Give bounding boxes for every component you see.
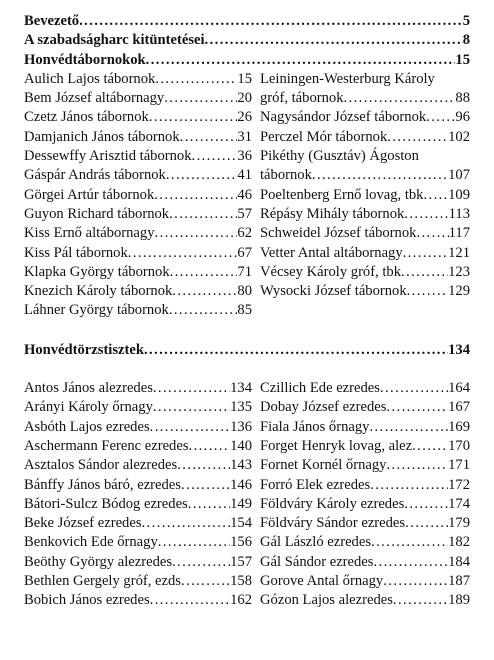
leader-dots xyxy=(405,514,448,533)
toc-entry[interactable] xyxy=(24,456,252,475)
toc-entry[interactable] xyxy=(24,572,252,591)
staff-columns xyxy=(24,379,470,611)
toc-entry[interactable] xyxy=(260,108,470,127)
leader-dots xyxy=(128,244,238,263)
leader-dots xyxy=(344,89,456,108)
toc-entry[interactable] xyxy=(24,108,252,127)
toc-entry-page: 149 xyxy=(230,495,252,512)
toc-entry-page: 15 xyxy=(237,70,252,87)
leader-dots xyxy=(79,12,463,31)
toc-entry-label: Görgei Artúr tábornok xyxy=(24,186,155,203)
toc-entry-page: 31 xyxy=(237,128,252,145)
toc-entry-page: 172 xyxy=(448,476,470,493)
toc-entry-page: 154 xyxy=(230,515,252,532)
leader-dots xyxy=(164,89,237,108)
staff-left-column xyxy=(24,379,252,611)
toc-entry[interactable] xyxy=(260,591,470,610)
toc-entry-label: Kiss Pál tábornok xyxy=(24,244,128,261)
toc-entry-page: 189 xyxy=(448,592,470,609)
toc-entry[interactable] xyxy=(260,379,470,398)
toc-entry[interactable] xyxy=(24,282,252,301)
leader-dots xyxy=(150,418,230,437)
toc-entry-page: 36 xyxy=(237,148,252,165)
toc-entry-page: 26 xyxy=(237,109,252,126)
toc-entry[interactable] xyxy=(260,263,470,282)
leader-dots xyxy=(383,572,448,591)
toc-entry-label: Bethlen Gergely gróf, ezds xyxy=(24,573,181,590)
toc-entry-label: Forró Elek ezredes xyxy=(260,476,371,493)
toc-entry[interactable] xyxy=(260,456,470,475)
toc-entry-label: Gáspár András tábornok xyxy=(24,167,166,184)
toc-entry-page: 158 xyxy=(230,573,252,590)
toc-entry[interactable] xyxy=(24,514,252,533)
leader-dots xyxy=(404,495,448,514)
toc-entry[interactable] xyxy=(24,89,252,108)
generals-columns xyxy=(24,70,470,321)
toc-entry-page: 67 xyxy=(237,244,252,261)
toc-entry[interactable] xyxy=(24,31,470,50)
toc-entry-label: Gózon Lajos alezredes xyxy=(260,592,393,609)
toc-entry-page: 184 xyxy=(448,553,470,570)
toc-entry[interactable] xyxy=(24,166,252,185)
toc-entry[interactable] xyxy=(260,186,470,205)
toc-entry-label: Dessewffy Arisztid tábornok xyxy=(24,148,192,165)
leader-dots xyxy=(386,398,448,417)
toc-entry-label: Aschermann Ferenc ezredes xyxy=(24,437,189,454)
leader-dots xyxy=(153,398,230,417)
toc-entry-label: Aulich Lajos tábornok xyxy=(24,70,156,87)
toc-entry-page: 62 xyxy=(237,225,252,242)
toc-entry-page: 182 xyxy=(448,534,470,551)
staff-right-column xyxy=(260,379,470,611)
toc-entry-page: 167 xyxy=(448,399,470,416)
toc-entry-page: 102 xyxy=(448,128,470,145)
toc-entry-label: Asbóth Lajos ezredes xyxy=(24,418,150,435)
toc-entry-page: 146 xyxy=(230,476,252,493)
toc-entry-label: Földváry Sándor ezredes xyxy=(260,515,406,532)
toc-entry[interactable] xyxy=(24,591,252,610)
toc-entry-label: Bánffy János báró, ezredes xyxy=(24,476,181,493)
toc-entry-label: Dobay József ezredes xyxy=(260,399,387,416)
leader-dots xyxy=(155,224,238,243)
toc-entry-page: 80 xyxy=(237,283,252,300)
leader-dots xyxy=(373,553,448,572)
leader-dots xyxy=(149,108,238,127)
toc-entry[interactable] xyxy=(24,476,252,495)
leader-dots xyxy=(158,533,230,552)
toc-entry[interactable] xyxy=(260,495,470,514)
toc-entry[interactable] xyxy=(24,70,252,89)
leader-dots xyxy=(369,418,448,437)
toc-entry-page: 113 xyxy=(448,205,470,222)
toc-entry-page: 121 xyxy=(448,244,470,261)
leader-dots xyxy=(146,51,456,70)
toc-entry-label: Bevezető xyxy=(24,13,80,29)
leader-dots xyxy=(401,263,448,282)
toc-entry-label: Vetter Antal altábornagy xyxy=(260,244,403,261)
toc-entry-page: 179 xyxy=(448,515,470,532)
toc-entry-label: Czetz János tábornok xyxy=(24,109,149,126)
toc-entry-label: Vécsey Károly gróf, tbk xyxy=(260,263,402,280)
toc-entry-label: tábornok xyxy=(260,167,312,184)
leader-dots xyxy=(170,263,238,282)
toc-entry[interactable] xyxy=(260,514,470,533)
toc-entry[interactable] xyxy=(260,166,470,185)
toc-entry-label: Láhner György tábornok xyxy=(24,302,169,319)
toc-entry[interactable] xyxy=(24,533,252,552)
leader-dots xyxy=(172,282,237,301)
toc-entry-label: Schweidel József tábornok xyxy=(260,225,417,242)
leader-dots xyxy=(412,437,448,456)
toc-entry-label: Bátori-Sulcz Bódog ezredes xyxy=(24,495,188,512)
toc-entry[interactable] xyxy=(260,476,470,495)
leader-dots xyxy=(189,437,231,456)
toc-entry-label: Honvédtábornokok xyxy=(24,51,146,68)
toc-entry-page: 143 xyxy=(230,457,252,474)
toc-entry-label: Czillich Ede ezredes xyxy=(260,380,380,397)
leader-dots xyxy=(426,108,455,127)
toc-entry[interactable] xyxy=(24,244,252,263)
toc-entry[interactable] xyxy=(24,437,252,456)
toc-entry-label: Gál László ezredes xyxy=(260,534,372,551)
leader-dots xyxy=(166,166,238,185)
leader-dots xyxy=(312,166,448,185)
leader-dots xyxy=(153,379,230,398)
toc-entry[interactable] xyxy=(24,398,252,417)
leader-dots xyxy=(154,186,237,205)
toc-entry-label: Poeltenberg Ernő lovag, tbk xyxy=(260,186,424,203)
toc-entry-label: Beöthy György alezredes xyxy=(24,553,173,570)
leader-dots xyxy=(380,379,448,398)
toc-entry-page: 157 xyxy=(230,553,252,570)
toc-entry-page: 135 xyxy=(230,399,252,416)
leader-dots xyxy=(416,224,448,243)
toc-entry-label: Bobich János ezredes xyxy=(24,592,150,609)
toc-entry-page: 20 xyxy=(237,90,252,107)
leader-dots xyxy=(169,205,237,224)
toc-entry-page: 123 xyxy=(448,263,470,280)
toc-entry-page: 171 xyxy=(448,457,470,474)
toc-entry-label: Nagysándor József tábornok xyxy=(260,109,427,126)
toc-entry-label: Wysocki József tábornok xyxy=(260,283,407,300)
toc-entry-page: 169 xyxy=(448,418,470,435)
toc-entry-page: 88 xyxy=(455,90,470,107)
toc-entry-page: 134 xyxy=(448,341,470,358)
toc-entry-page: 140 xyxy=(230,437,252,454)
toc-entry-label: Knezich Károly tábornok xyxy=(24,283,173,300)
toc-entry[interactable] xyxy=(260,437,470,456)
leader-dots xyxy=(144,341,448,360)
toc-entry-label: Kiss Ernő altábornagy xyxy=(24,225,155,242)
leader-dots xyxy=(181,476,230,495)
generals-left-column xyxy=(24,70,252,321)
toc-entry[interactable] xyxy=(24,12,470,31)
toc-entry[interactable] xyxy=(24,128,252,147)
toc-entry[interactable] xyxy=(24,147,252,166)
top-entries xyxy=(24,12,470,70)
toc-entry-label: Bem József altábornagy xyxy=(24,90,165,107)
toc-entry-page: 117 xyxy=(448,225,470,242)
toc-entry-page: 134 xyxy=(230,380,252,397)
leader-dots xyxy=(180,128,238,147)
toc-entry-label: A szabadságharc kitüntetései xyxy=(24,32,205,49)
toc-entry-page: 164 xyxy=(448,380,470,397)
leader-dots xyxy=(150,591,230,610)
toc-entry[interactable] xyxy=(24,553,252,572)
toc-entry-page: 8 xyxy=(462,32,470,49)
generals-right-column xyxy=(260,70,470,321)
toc-entry-honvedtorzstisztek[interactable] xyxy=(24,341,470,360)
toc-entry[interactable] xyxy=(24,205,252,224)
leader-dots xyxy=(192,147,238,166)
toc-entry[interactable] xyxy=(24,379,252,398)
leader-dots xyxy=(205,31,463,50)
leader-dots xyxy=(155,70,237,89)
leader-dots xyxy=(387,128,448,147)
toc-entry[interactable] xyxy=(24,186,252,205)
leader-dots xyxy=(393,591,448,610)
toc-entry-page: 156 xyxy=(230,534,252,551)
leader-dots xyxy=(172,553,230,572)
leader-dots xyxy=(423,186,448,205)
table-of-contents xyxy=(24,12,470,611)
leader-dots xyxy=(177,456,230,475)
toc-entry-label: Gorove Antal őrnagy xyxy=(260,573,384,590)
toc-entry[interactable] xyxy=(24,263,252,282)
toc-entry-page: 174 xyxy=(448,495,470,512)
toc-entry-page: 109 xyxy=(448,186,470,203)
leader-dots xyxy=(188,495,230,514)
leader-dots xyxy=(169,301,238,320)
toc-entry[interactable] xyxy=(260,398,470,417)
toc-entry[interactable] xyxy=(24,418,252,437)
toc-entry-label: Klapka György tábornok xyxy=(24,263,170,280)
toc-entry-label: Damjanich János tábornok xyxy=(24,128,180,145)
toc-entry-label: Guyon Richard tábornok xyxy=(24,205,170,222)
toc-entry-label: Pikéthy (Gusztáv) Ágoston xyxy=(260,148,419,165)
toc-entry-page: 5 xyxy=(462,13,470,29)
toc-entry-page: 71 xyxy=(237,263,252,280)
toc-entry-label: Fornet Kornél őrnagy xyxy=(260,457,387,474)
toc-entry[interactable] xyxy=(260,224,470,243)
toc-entry-page: 136 xyxy=(230,418,252,435)
toc-entry[interactable] xyxy=(260,205,470,224)
toc-entry[interactable] xyxy=(260,418,470,437)
leader-dots xyxy=(370,476,448,495)
leader-dots xyxy=(404,205,448,224)
leader-dots xyxy=(403,244,448,263)
toc-entry-page: 15 xyxy=(455,51,470,68)
toc-entry-label: Répásy Mihály tábornok xyxy=(260,205,405,222)
toc-entry-page: 85 xyxy=(237,302,252,319)
toc-entry[interactable] xyxy=(260,147,470,166)
toc-entry[interactable] xyxy=(260,89,470,108)
toc-entry-label: Földváry Károly ezredes xyxy=(260,495,405,512)
toc-entry-page: 41 xyxy=(237,167,252,184)
toc-entry[interactable] xyxy=(260,553,470,572)
toc-entry[interactable] xyxy=(260,244,470,263)
toc-entry-page: 170 xyxy=(448,437,470,454)
toc-entry-label: gróf, tábornok xyxy=(260,90,344,107)
toc-entry-page: 107 xyxy=(448,167,470,184)
toc-entry-page: 96 xyxy=(455,109,470,126)
toc-entry[interactable] xyxy=(24,51,470,70)
toc-entry-label: Gál Sándor ezredes xyxy=(260,553,374,570)
toc-entry-label: Beke József ezredes xyxy=(24,515,142,532)
toc-entry[interactable] xyxy=(260,70,470,89)
toc-entry-page: 162 xyxy=(230,592,252,609)
toc-entry-page: 187 xyxy=(448,573,470,590)
leader-dots xyxy=(142,514,231,533)
leader-dots xyxy=(386,456,448,475)
toc-entry[interactable] xyxy=(260,128,470,147)
toc-entry-label: Perczel Mór tábornok xyxy=(260,128,388,145)
toc-entry[interactable] xyxy=(260,533,470,552)
leader-dots xyxy=(371,533,448,552)
toc-entry-label: Honvédtörzstisztek xyxy=(24,341,144,358)
leader-dots xyxy=(181,572,230,591)
toc-entry-page: 129 xyxy=(448,283,470,300)
toc-entry-label: Antos János alezredes xyxy=(24,380,153,397)
toc-entry-label: Arányi Károly őrnagy xyxy=(24,399,153,416)
toc-entry-label: Benkovich Ede őrnagy xyxy=(24,534,158,551)
toc-entry[interactable] xyxy=(260,572,470,591)
toc-entry-label: Asztalos Sándor alezredes xyxy=(24,457,178,474)
toc-entry-label: Leiningen-Westerburg Károly xyxy=(260,70,435,87)
toc-entry[interactable] xyxy=(24,301,252,320)
toc-entry-label: Fiala János őrnagy xyxy=(260,418,370,435)
toc-entry[interactable] xyxy=(260,282,470,301)
toc-entry-page: 57 xyxy=(237,205,252,222)
toc-entry[interactable] xyxy=(24,224,252,243)
toc-entry[interactable] xyxy=(24,495,252,514)
toc-entry-label: Forget Henryk lovag, alez xyxy=(260,437,413,454)
toc-entry-page: 46 xyxy=(237,186,252,203)
leader-dots xyxy=(407,282,448,301)
